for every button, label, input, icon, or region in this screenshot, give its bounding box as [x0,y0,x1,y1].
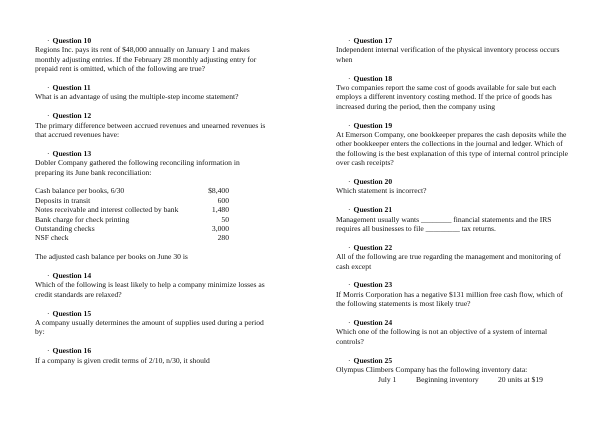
question-heading [336,205,572,214]
question-number: Question 13 [52,148,92,158]
question-text: All of the following are true regarding the management and monitoring of cash except [336,252,562,271]
reconciliation-label: Notes receivable and interest collected by bank [35,205,179,215]
question-text: If Morris Corporation has a negative $131 million free cash flow, which of the following statements is most likely true? [336,289,564,309]
bullet-icon: · [348,318,351,328]
inventory-quantity: 20 units at $19 [498,374,543,384]
inventory-date: July 1 [378,374,397,384]
bullet-icon: · [348,177,351,187]
question-heading [336,318,572,327]
question-text: What is an advantage of using the multiple-step income statement? [35,92,239,102]
inventory-row [336,375,572,384]
reconciliation-table [35,186,267,242]
question-heading [336,280,572,289]
reconciliation-value: 600 [217,195,229,205]
question-text: Management usually wants ________ financial statements and the IRS requires all businesses to file _________ tax returns. [336,214,552,234]
bullet-icon: · [348,36,351,45]
question-heading [35,309,267,318]
question-text: Which one of the following is not an objective of a system of internal controls? [336,327,548,346]
question-heading [35,346,267,355]
bullet-icon: · [47,111,50,121]
question-number: Question 24 [353,318,393,328]
reconciliation-label: NSF check [35,233,69,243]
bullet-icon: · [348,120,351,130]
reconciliation-row [35,215,267,224]
reconciliation-row [35,205,267,214]
question-number: Question 22 [353,242,393,252]
question-block [35,36,267,74]
question-heading [336,74,572,83]
question-number: Question 12 [52,111,92,121]
reconciliation-value: 1,480 [211,205,229,215]
question-text: At Emerson Company, one bookkeeper prepares the cash deposits while the other bookkeeper enters the collections in the journal and ledger. Which of the following is the best explanation of this type of internal control principle over cash receipts? [336,130,568,168]
question-heading [336,243,572,252]
bullet-icon: · [47,36,50,45]
question-number: Question 10 [52,36,92,45]
reconciliation-row [35,224,267,233]
question-block [336,318,572,346]
question-number: Question 21 [353,205,393,215]
question-number: Question 18 [353,73,393,83]
question-number: Question 11 [52,83,91,93]
left-column [35,36,267,374]
reconciliation-row [35,196,267,205]
question-block [336,74,572,112]
question-number: Question 16 [52,346,92,356]
reconciliation-label: Outstanding checks [35,224,95,234]
question-text: If a company is given credit terms of 2/10, n/30, it should [35,355,210,365]
question-block [336,356,572,384]
question-heading [336,121,572,130]
bullet-icon: · [47,346,50,356]
question-block [35,111,267,139]
question-number: Question 17 [353,36,393,45]
question-heading [35,271,267,280]
reconciliation-row [35,233,267,242]
question-block [35,83,267,102]
question-text: Regions Inc. pays its rent of $48,000 annually on January 1 and makes monthly adjusting entries. If the February 28 monthly adjusting entry for prepaid rent is omitted, which of the following are true? [35,45,257,74]
question-text: Olympus Climbers Company has the following inventory data: [336,365,528,375]
question-number: Question 20 [353,177,393,187]
reconciliation-value: 3,000 [211,224,229,234]
bullet-icon: · [348,280,351,290]
question-block [336,36,572,64]
question-block [35,346,267,365]
question-heading [35,36,267,45]
bullet-icon: · [47,83,50,93]
question-text: Dobler Company gathered the following reconciling information in preparing its June bank reconciliation: [35,158,240,177]
question-block [336,280,572,308]
question-number: Question 23 [353,280,393,290]
question-block [35,149,267,262]
question-number: Question 19 [353,120,393,130]
right-column [336,36,572,393]
question-block [336,243,572,271]
bullet-icon: · [47,308,50,318]
reconciliation-label: Bank charge for check printing [35,214,130,224]
question-number: Question 25 [353,355,393,365]
reconciliation-label: Cash balance per books, 6/30 [35,186,125,196]
question-heading [336,356,572,365]
question-heading [336,36,572,45]
bullet-icon: · [47,148,50,158]
reconciliation-value: 50 [221,214,229,224]
question-text: Which of the following is least likely to help a company minimize losses as credit standards are relaxed? [35,280,265,299]
reconciliation-value: $8,400 [208,186,229,196]
question-text: Two companies report the same cost of goods available for sale but each employs a different inventory costing method. If the price of goods has increased during the period, then the company using [336,83,557,111]
question-block [35,309,267,337]
question-text: A company usually determines the amount of supplies used during a period by: [35,318,264,337]
bullet-icon: · [47,271,50,281]
question-number: Question 15 [52,308,92,318]
bullet-icon: · [348,355,351,365]
question-heading [336,177,572,186]
question-text: Independent internal verification of the physical inventory process occurs when [336,45,560,64]
question-heading [35,83,267,92]
reconciliation-value: 280 [217,233,229,243]
reconciliation-label: Deposits in transit [35,195,91,205]
question-heading [35,111,267,120]
reconciliation-row [35,186,267,195]
question-block [336,177,572,196]
question-number: Question 14 [52,271,92,281]
bullet-icon: · [348,242,351,252]
question-block [35,271,267,299]
question-block [336,205,572,233]
question-text: Which statement is incorrect? [336,186,427,196]
question-block [336,121,572,168]
bullet-icon: · [348,73,351,83]
bullet-icon: · [348,205,351,215]
question-heading [35,149,267,158]
question-followup: The adjusted cash balance per books on June 30 is [35,252,188,262]
question-text: The primary difference between accrued revenues and unearned revenues is that accrued revenues have: [35,120,266,140]
inventory-description: Beginning inventory [416,374,479,384]
